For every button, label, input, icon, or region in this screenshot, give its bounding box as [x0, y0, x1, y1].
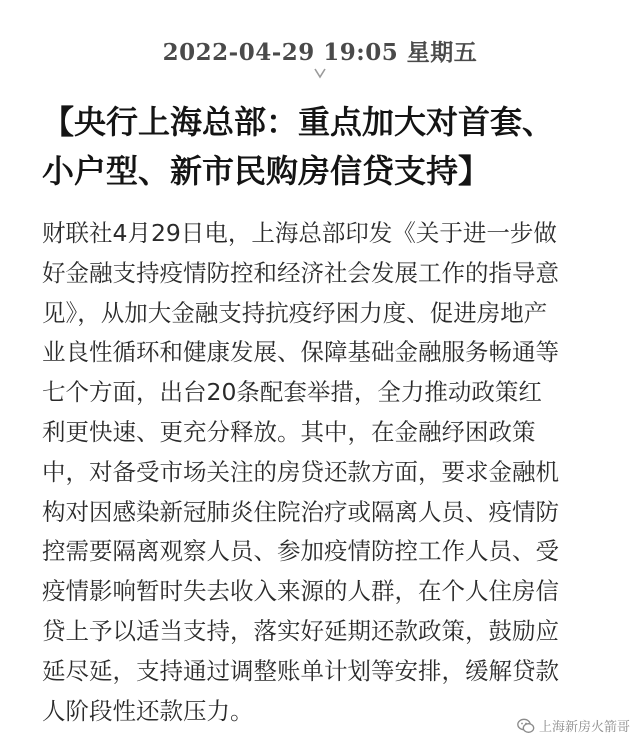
- watermark: [517, 716, 630, 735]
- body-line: 疫情影响暂时失去收入来源的人群，在个人住房信: [42, 577, 559, 606]
- article-body: [42, 214, 622, 731]
- body-line: 控需要隔离观察人员、参加疫情防控工作人员、受: [42, 537, 559, 566]
- headline: [42, 98, 612, 196]
- body-line: 好金融支持疫情防控和经济社会发展工作的指导意: [42, 258, 559, 287]
- chevron-down-icon: [313, 66, 327, 80]
- body-line: 人阶段性还款压力。: [42, 696, 254, 725]
- body-line: 中，对备受市场关注的房贷还款方面，要求金融机: [42, 457, 559, 486]
- body-line: 见》，从加大金融支持抗疫纾困力度、促进房地产: [42, 298, 548, 327]
- body-line: 延尽延，支持通过调整账单计划等安排，缓解贷款: [42, 656, 559, 685]
- body-line: 七个方面，出台20条配套举措，全力推动政策红: [42, 378, 542, 407]
- headline-line: 【央行上海总部：重点加大对首套、: [42, 103, 555, 141]
- body-line: 贷上予以适当支持，落实好延期还款政策，鼓励应: [42, 616, 559, 645]
- body-line: 构对因感染新冠肺炎住院治疗或隔离人员、疫情防: [42, 497, 559, 526]
- timestamp: 2022-04-29 19:05 星期五: [162, 39, 478, 66]
- body-line: 业良性循环和健康发展、保障基础金融服务畅通等: [42, 338, 559, 367]
- wechat-icon: [517, 718, 535, 734]
- body-line: 财联社4月29日电，上海总部印发《关于进一步做: [42, 219, 557, 247]
- headline-line: 小户型、新市民购房信贷支持】: [42, 152, 491, 190]
- body-line: 利更快速、更充分释放。其中，在金融纾困政策: [42, 417, 536, 446]
- watermark-text: 上海新房火箭哥: [538, 720, 630, 735]
